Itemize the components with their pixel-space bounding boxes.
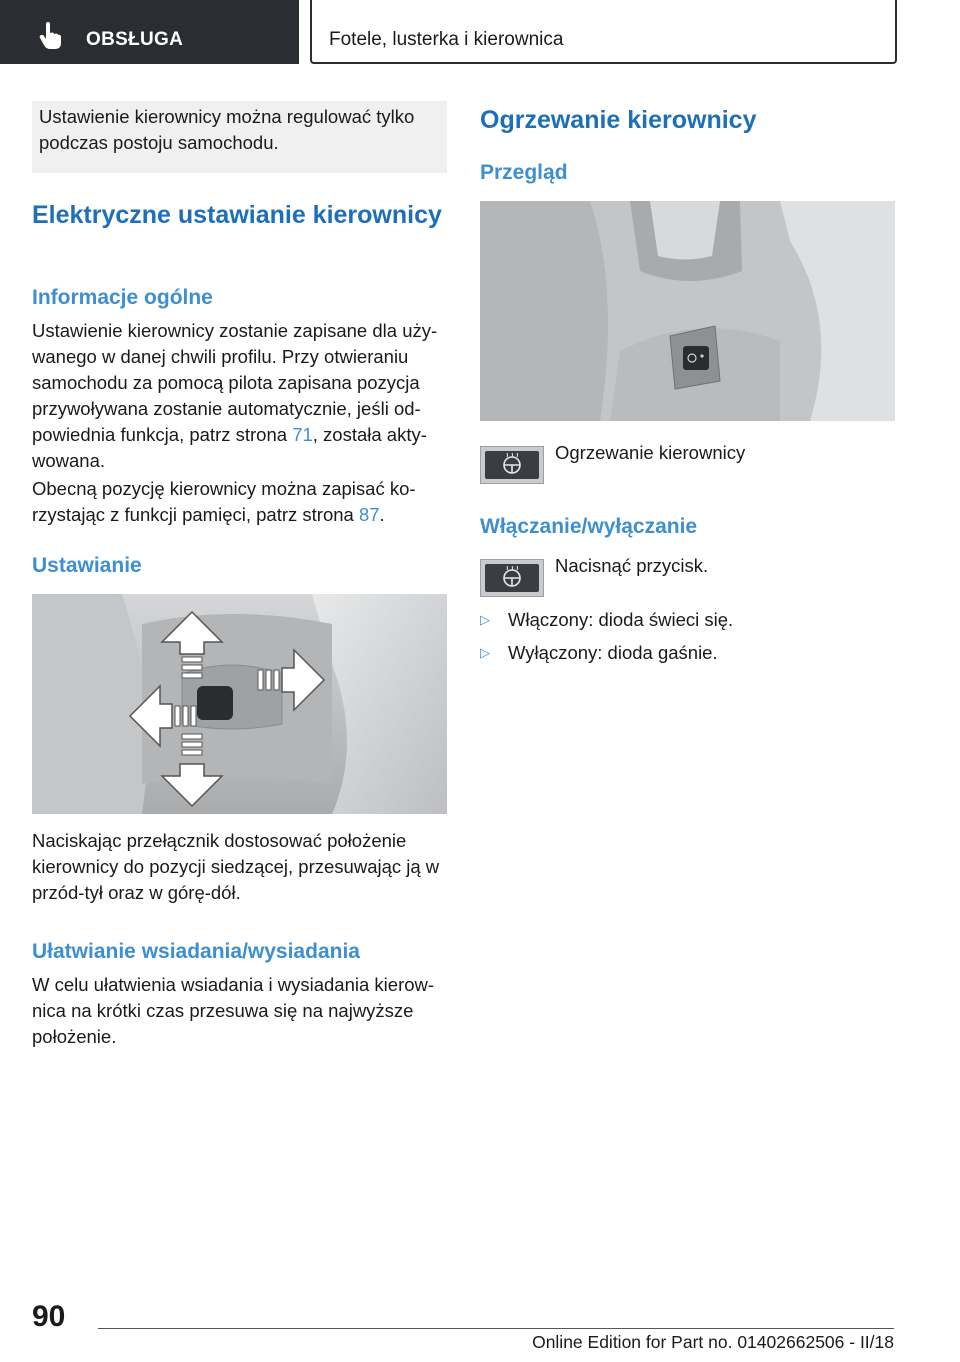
list-item-text: Włączony: dioda świeci się. <box>508 609 734 630</box>
page-link-71[interactable]: 71 <box>292 424 313 445</box>
heading-setting: Ustawianie <box>32 554 142 577</box>
heading-on-off: Włączanie/wyłączanie <box>480 515 698 538</box>
paragraph-general-text-1: Ustawienie kierownicy zostanie zapisane dla używanego w danej chwili profilu. Przy otwieraniu samochodu za pomocą pilota zapisana pozycja przywoływana zostanie automatycznie, jeśli odpowiednia funkcja, patrz strona <box>32 320 438 445</box>
triangle-bullet-icon: ▷ <box>480 612 490 627</box>
heating-button-thumbnail <box>480 446 544 484</box>
caption-press-button: Nacisnąć przycisk. <box>555 555 709 576</box>
steering-heating-illustration <box>480 201 895 421</box>
heading-easy-entry: Ułatwianie wsiadania/wysiadania <box>32 940 360 963</box>
header-chapter-box <box>310 0 897 64</box>
list-item <box>480 640 895 666</box>
page-link-87[interactable]: 87 <box>358 504 380 525</box>
heating-button-thumbnail-2 <box>480 559 544 597</box>
paragraph-memory-text-2: . <box>379 504 385 525</box>
heated-steering-wheel-icon <box>481 447 543 483</box>
footer-edition: Online Edition for Part no. 01402662506 - II/18 <box>532 1332 894 1352</box>
footer-divider <box>98 1328 894 1329</box>
chapter-title: Fotele, lusterka i kierownica <box>329 29 564 50</box>
paragraph-memory-text-1: Obecną pozycję kierownicy można zapisać korzystając z funkcji pamięci, patrz strona <box>32 478 416 525</box>
steering-adjust-photo <box>32 594 447 814</box>
heading-general-info: Informacje ogólne <box>32 286 213 309</box>
paragraph-general <box>32 318 450 474</box>
list-item <box>480 607 895 633</box>
paragraph-setting: Naciskając przełącznik dostosować położenie kierownicy do pozycji siedzącej, przesuwając ją w przód-tył oraz w górę-dół. <box>32 830 440 903</box>
caption-steering-heating: Ogrzewanie kierownicy <box>555 442 746 463</box>
heated-steering-wheel-icon-2 <box>481 560 543 596</box>
steering-heating-photo <box>480 201 895 421</box>
triangle-bullet-icon: ▷ <box>480 645 490 660</box>
steering-adjust-illustration <box>32 594 447 814</box>
page-number: 90 <box>32 1300 66 1333</box>
list-item-text: Wyłączony: dioda gaśnie. <box>508 642 718 663</box>
heading-overview: Przegląd <box>480 161 568 184</box>
paragraph-easy-entry: W celu ułatwienia wsiadania i wysiadania kierownica na krótki czas przesuwa się na najwyższe położenie. <box>32 974 435 1047</box>
note-box <box>32 101 447 173</box>
header-section-tab <box>0 0 299 64</box>
heading-steering-heating: Ogrzewanie kierownicy <box>480 106 757 134</box>
hand-pointer-icon <box>38 22 64 50</box>
note-text: Ustawienie kierownicy można regulować tylko podczas postoju samochodu. <box>39 106 415 153</box>
heading-electric-adjustment: Elektryczne ustawianie kierownicy <box>32 201 442 229</box>
paragraph-general-text-2: , została aktywowana. <box>32 424 427 471</box>
paragraph-memory <box>32 476 450 528</box>
section-title: OBSŁUGA <box>86 29 184 50</box>
